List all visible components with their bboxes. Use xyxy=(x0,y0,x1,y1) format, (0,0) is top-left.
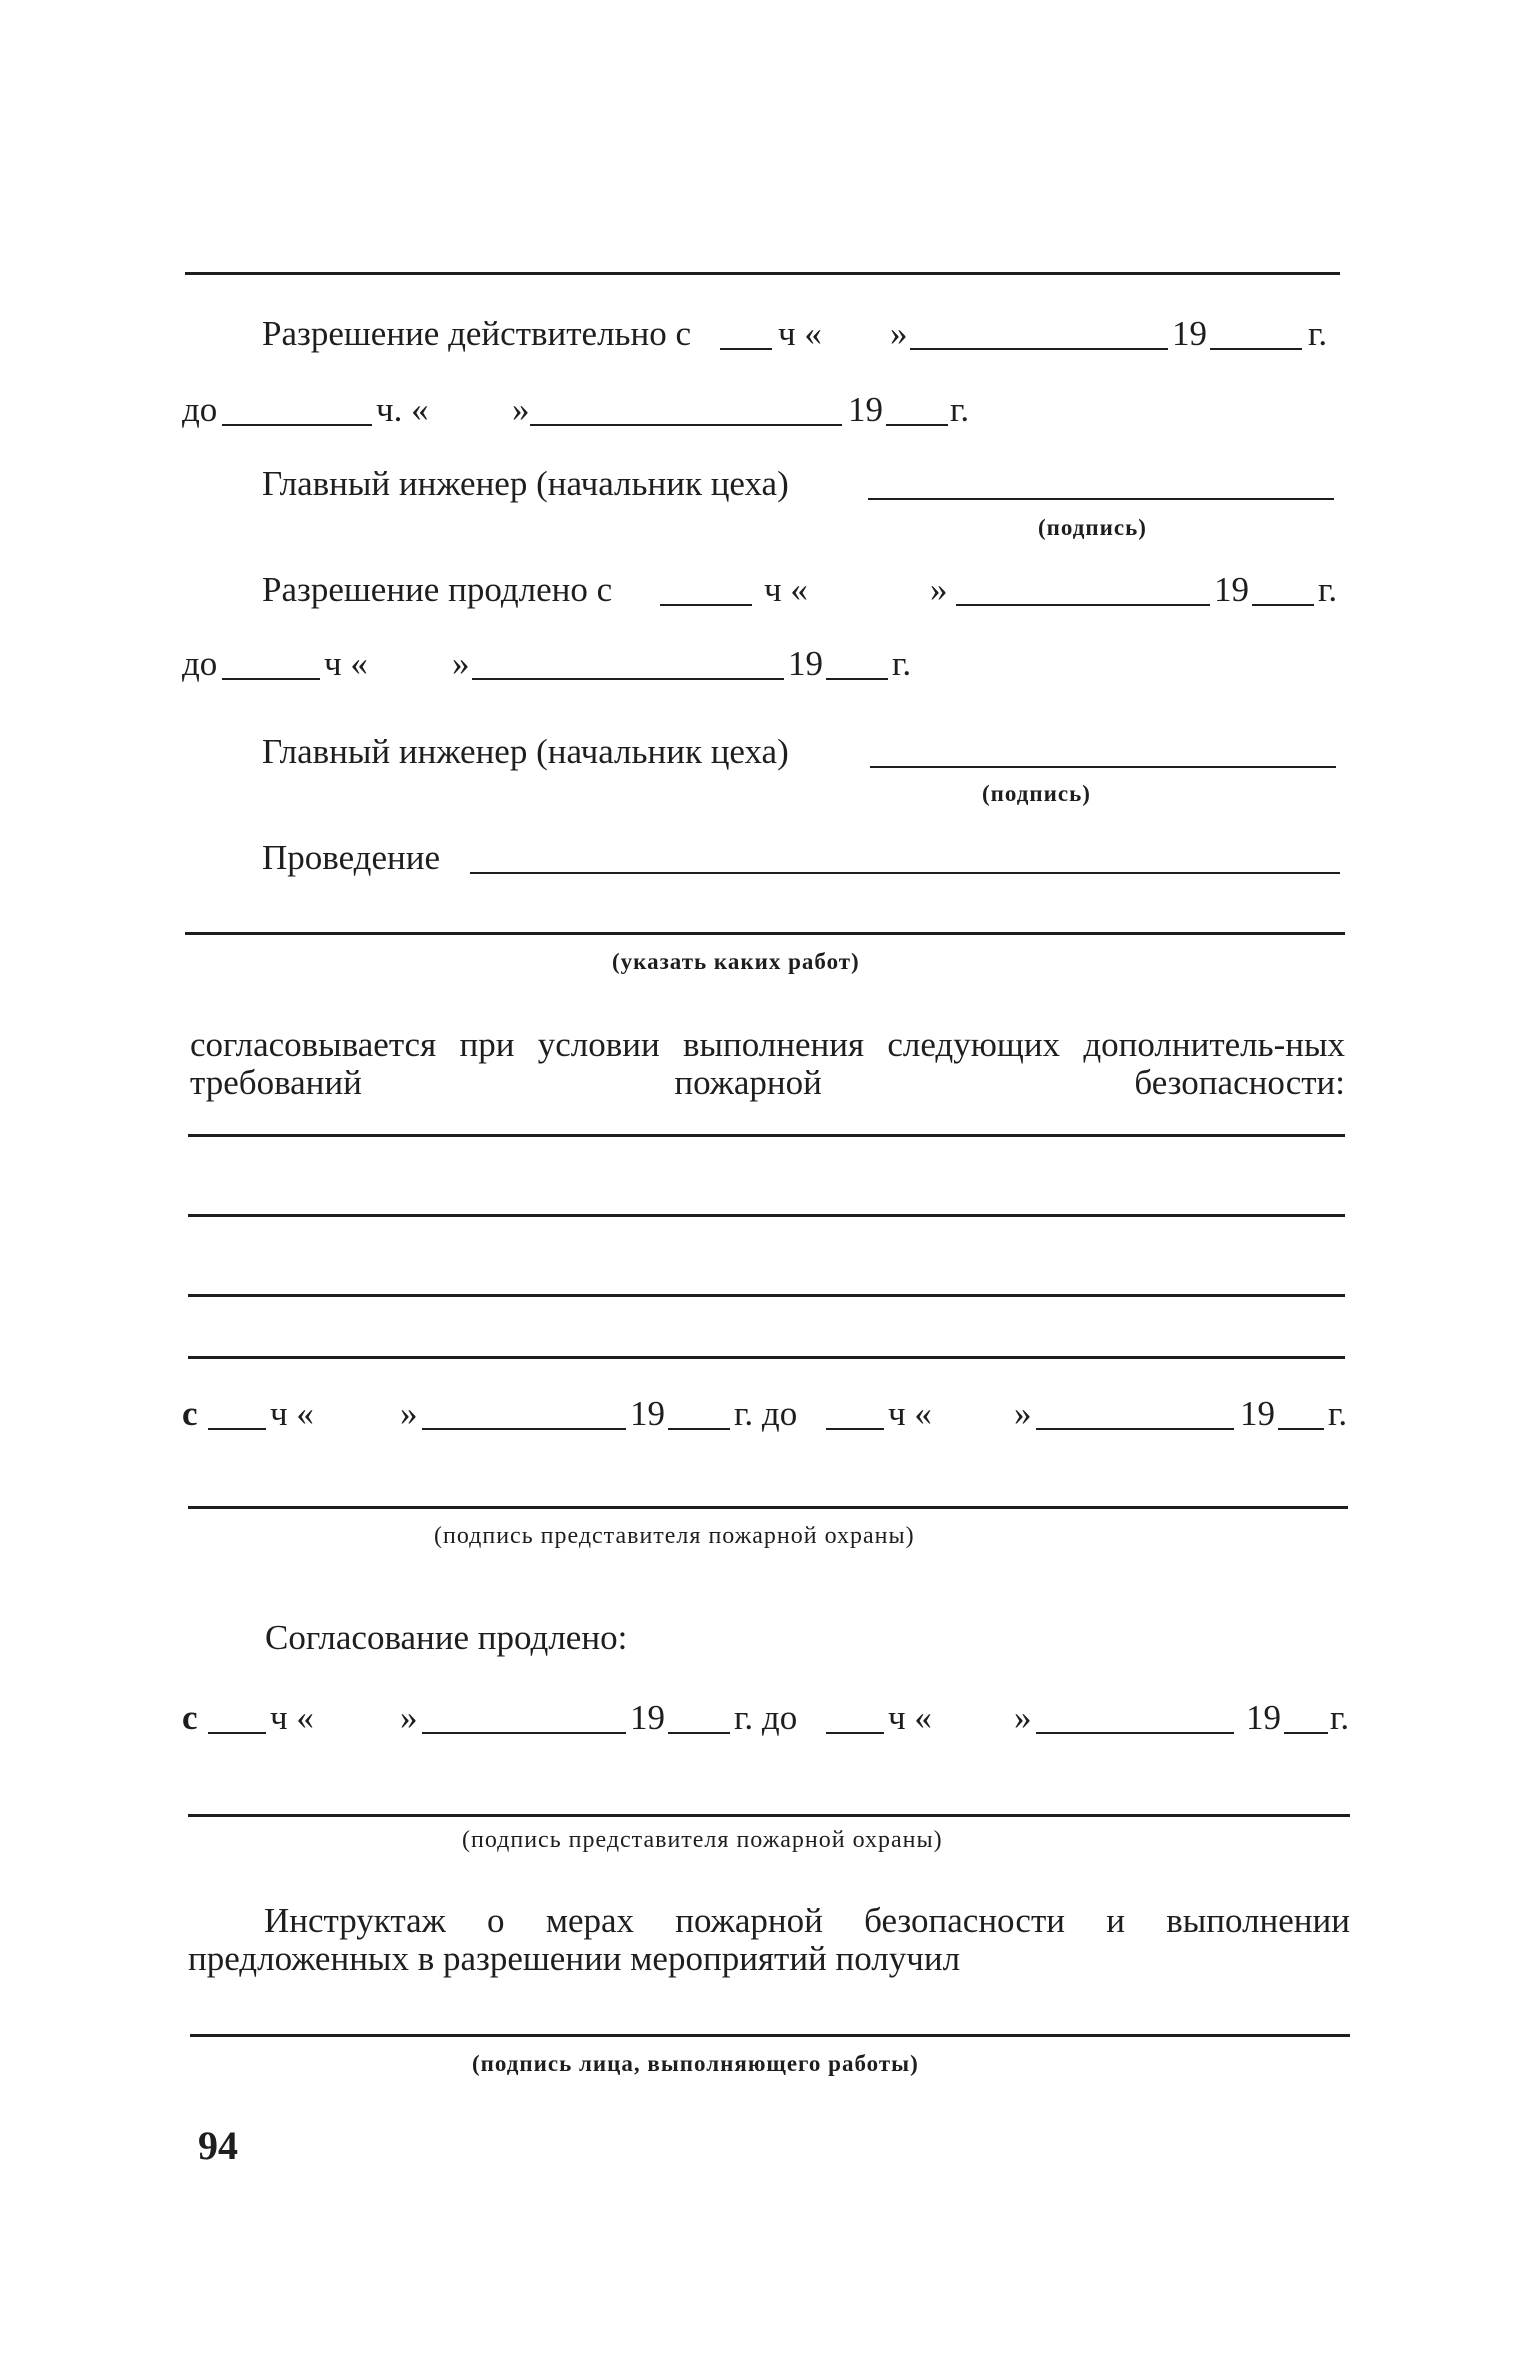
worker-signature-caption: (подпись лица, выполняющего работы) xyxy=(472,2051,919,2076)
signature-caption-2: (подпись) xyxy=(982,781,1091,806)
fire-period-1-to-hour-field[interactable] xyxy=(826,1428,884,1430)
valid-from-quote-close: » xyxy=(890,314,908,353)
fire-period-1-hour-unit: ч « xyxy=(270,1394,314,1433)
fire-period-2-to-year-prefix: 19 xyxy=(1246,1698,1281,1737)
fire-period-1-to-month-field[interactable] xyxy=(1036,1428,1234,1430)
valid-from-label: Разрешение действительно с xyxy=(262,314,692,353)
valid-to-label: до xyxy=(182,390,218,429)
fire-period-1-to-year-prefix: 19 xyxy=(1240,1394,1275,1433)
valid-to-year-suffix: г. xyxy=(950,390,970,429)
valid-from-hour-unit: ч « xyxy=(778,314,822,353)
extended-to-quote-close: » xyxy=(452,644,470,683)
valid-from-year-prefix: 19 xyxy=(1172,314,1207,353)
fire-period-2-hour-unit: ч « xyxy=(270,1698,314,1737)
valid-to-quote-close: » xyxy=(512,390,530,429)
fire-period-2-from-label: с xyxy=(182,1698,198,1737)
worker-signature-line[interactable] xyxy=(190,2034,1350,2037)
fire-period-1-to-year-suffix: г. xyxy=(1328,1394,1348,1433)
works-caption: (указать каких работ) xyxy=(612,949,860,974)
extended-to-year-suffix: г. xyxy=(892,644,912,683)
fire-period-2-month-field[interactable] xyxy=(422,1732,626,1734)
fire-period-2-to-year-suffix: г. xyxy=(1330,1698,1350,1737)
page-number: 94 xyxy=(198,2123,238,2168)
fire-period-2-to-label: г. до xyxy=(734,1698,798,1737)
fire-period-1-to-quote-close: » xyxy=(1014,1394,1032,1433)
requirements-paragraph: согласовывается при условии выполнения следующих дополнитель-ных требований пожарной безопасности: xyxy=(190,1025,1345,1102)
fire-period-2-year-prefix: 19 xyxy=(630,1698,665,1737)
extended-to-hour-unit: ч « xyxy=(324,644,368,683)
fire-period-2-to-hour-unit: ч « xyxy=(888,1698,932,1737)
works-field[interactable] xyxy=(470,872,1340,874)
fire-period-1-from-label: с xyxy=(182,1394,198,1433)
extended-to-label: до xyxy=(182,644,218,683)
valid-to-hour-field[interactable] xyxy=(222,424,372,426)
works-field-continued[interactable] xyxy=(185,932,1345,935)
requirement-line-3[interactable] xyxy=(188,1294,1345,1297)
works-label: Проведение xyxy=(262,838,441,877)
valid-to-hour-unit: ч. « xyxy=(376,390,429,429)
extended-to-month-field[interactable] xyxy=(472,678,784,680)
valid-to-year-prefix: 19 xyxy=(848,390,883,429)
fire-period-2-to-year-field[interactable] xyxy=(1284,1732,1328,1734)
fire-period-1-to-hour-unit: ч « xyxy=(888,1394,932,1433)
fire-period-2-to-quote-close: » xyxy=(1014,1698,1032,1737)
fire-period-2-to-hour-field[interactable] xyxy=(826,1732,884,1734)
fire-period-1-hour-field[interactable] xyxy=(208,1428,266,1430)
instruction-paragraph: Инструктаж о мерах пожарной безопасности и выполнении предложенных в разрешении мероприятий получил xyxy=(188,1901,1350,1978)
fire-period-2-hour-field[interactable] xyxy=(208,1732,266,1734)
fire-signature-caption-1: (подпись представителя пожарной охраны) xyxy=(434,1523,915,1549)
fire-period-1-to-label: г. до xyxy=(734,1394,798,1433)
fire-period-1-quote-close: » xyxy=(400,1394,418,1433)
chief-engineer-label-2: Главный инженер (начальник цеха) xyxy=(262,732,789,771)
valid-from-year-suffix: г. xyxy=(1308,314,1328,353)
fire-period-2-year-field[interactable] xyxy=(668,1732,730,1734)
requirement-line-4[interactable] xyxy=(188,1356,1345,1359)
valid-from-year-field[interactable] xyxy=(1210,348,1302,350)
extended-from-label: Разрешение продлено с xyxy=(262,570,613,609)
fire-period-2-quote-close: » xyxy=(400,1698,418,1737)
fire-period-2-to-month-field[interactable] xyxy=(1036,1732,1234,1734)
chief-engineer-signature-field-1[interactable] xyxy=(868,498,1334,500)
extended-from-year-field[interactable] xyxy=(1252,604,1314,606)
agreement-extended-label: Согласование продлено: xyxy=(265,1618,628,1657)
extended-to-hour-field[interactable] xyxy=(222,678,320,680)
extended-from-hour-unit: ч « xyxy=(764,570,808,609)
fire-period-1-to-year-field[interactable] xyxy=(1278,1428,1324,1430)
extended-from-hour-field[interactable] xyxy=(660,604,752,606)
fire-period-1-year-field[interactable] xyxy=(668,1428,730,1430)
extended-from-year-prefix: 19 xyxy=(1214,570,1249,609)
fire-signature-line-2[interactable] xyxy=(188,1814,1350,1817)
extended-from-year-suffix: г. xyxy=(1318,570,1338,609)
chief-engineer-signature-field-2[interactable] xyxy=(870,766,1336,768)
valid-from-month-field[interactable] xyxy=(910,348,1168,350)
fire-period-1-month-field[interactable] xyxy=(422,1428,626,1430)
fire-signature-caption-2: (подпись представителя пожарной охраны) xyxy=(462,1827,943,1853)
valid-from-hour-field[interactable] xyxy=(720,348,772,350)
top-rule xyxy=(185,272,1340,275)
fire-period-1-year-prefix: 19 xyxy=(630,1394,665,1433)
signature-caption-1: (подпись) xyxy=(1038,515,1147,540)
extended-from-month-field[interactable] xyxy=(956,604,1210,606)
extended-from-quote-close: » xyxy=(930,570,948,609)
requirement-line-2[interactable] xyxy=(188,1214,1345,1217)
valid-to-year-field[interactable] xyxy=(886,424,948,426)
valid-to-month-field[interactable] xyxy=(530,424,842,426)
extended-to-year-field[interactable] xyxy=(826,678,888,680)
chief-engineer-label-1: Главный инженер (начальник цеха) xyxy=(262,464,789,503)
requirement-line-1[interactable] xyxy=(188,1134,1345,1137)
extended-to-year-prefix: 19 xyxy=(788,644,823,683)
fire-signature-line-1[interactable] xyxy=(188,1506,1348,1509)
